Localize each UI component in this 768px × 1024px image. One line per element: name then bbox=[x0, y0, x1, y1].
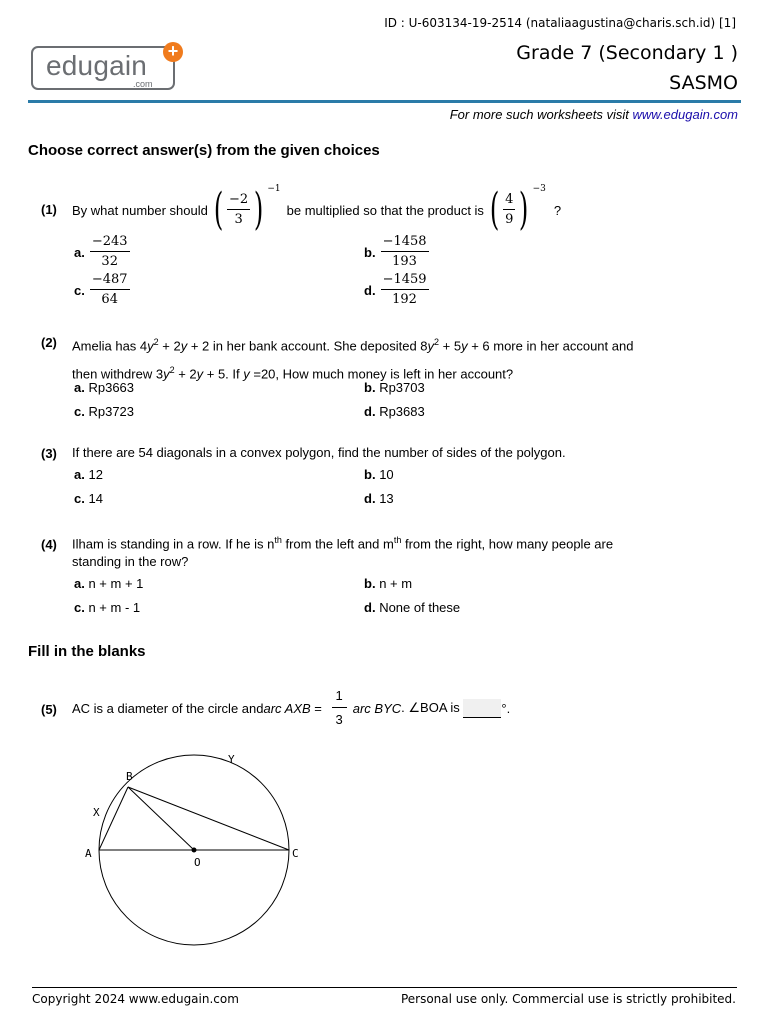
q4-line-2: standing in the row? bbox=[72, 554, 189, 570]
q2-line-1: Amelia has $4y^2 + 2y + 2$ in her bank account. She deposited $8y^2 + 5y + 6$ more in her account and bbox=[72, 337, 634, 354]
label-x: X bbox=[93, 806, 100, 819]
q4-option-b[interactable]: b. n + m bbox=[364, 576, 413, 591]
q3-option-a[interactable]: a. 12 bbox=[74, 467, 103, 482]
worksheet-id: ID : U-603134-19-2514 (nataliaagustina@charis.sch.id) [1] bbox=[384, 16, 736, 30]
section-heading-choose: Choose correct answer(s) from the given choices bbox=[28, 142, 380, 159]
chord-ab bbox=[99, 787, 128, 850]
subject-title: SASMO bbox=[669, 72, 738, 94]
q3-option-c[interactable]: c. 14 bbox=[74, 491, 103, 506]
q4-option-d[interactable]: d. None of these bbox=[364, 600, 461, 615]
grade-title: Grade 7 (Secondary 1 ) bbox=[516, 42, 738, 64]
q1-number: (1) bbox=[41, 202, 57, 217]
edugain-link[interactable]: www.edugain.com bbox=[632, 107, 738, 122]
radius-ob bbox=[128, 787, 194, 850]
q1-text-a: By what number should bbox=[72, 202, 208, 218]
q2-option-b[interactable]: b. Rp3703 bbox=[364, 380, 425, 395]
more-prefix: For more such worksheets visit bbox=[449, 107, 633, 122]
label-c: C bbox=[292, 847, 299, 860]
logo-text: edugain bbox=[46, 50, 148, 81]
q3-number: (3) bbox=[41, 446, 57, 461]
q3-option-b[interactable]: b. 10 bbox=[364, 467, 394, 482]
more-worksheets bbox=[450, 107, 738, 122]
center-point bbox=[192, 848, 197, 853]
q2-option-d[interactable]: d. Rp3683 bbox=[364, 404, 425, 419]
q4-number: (4) bbox=[41, 537, 57, 552]
q4-line-1: Ilham is standing in a row. If he is $n^{th}$ from the left and $m^{th}$ from the right, how many people are bbox=[72, 535, 614, 552]
label-y: Y bbox=[228, 753, 235, 766]
q1-text-b: be multiplied so that the product is bbox=[286, 202, 484, 218]
q1-text-c: ? bbox=[553, 202, 562, 218]
q5-number: (5) bbox=[41, 702, 57, 717]
q4-option-a[interactable]: a. n + m + 1 bbox=[74, 576, 144, 591]
q5-text: AC is a diameter of the circle and arc AXB = $\frac{1}{3}$ arc BYC . ∠BOA is °. bbox=[72, 688, 511, 727]
section-heading-fill: Fill in the blanks bbox=[28, 643, 146, 660]
label-a: A bbox=[85, 847, 92, 860]
q2-line-2: then withdrew $3y^2 + 2y + 5$. If y =20, How much money is left in her account? bbox=[72, 365, 514, 382]
q1-option-b[interactable]: b. $\frac{-1458}{193}$ bbox=[364, 234, 427, 269]
q1-fraction-2: $\frac{4}{9}$ bbox=[505, 192, 514, 227]
circle-diagram bbox=[80, 745, 310, 950]
q1-exponent-2: −3 bbox=[532, 184, 546, 194]
chord-bc bbox=[128, 787, 289, 850]
q3-option-d[interactable]: d. 13 bbox=[364, 491, 394, 506]
q5-answer-blank[interactable] bbox=[463, 699, 501, 718]
q4-option-c[interactable]: c. n + m - 1 bbox=[74, 600, 141, 615]
header-rule bbox=[28, 100, 741, 103]
footer-rule bbox=[32, 987, 737, 988]
q1-fraction-1: $\frac{-2}{3}$ bbox=[229, 192, 249, 227]
q1-exponent-1: −1 bbox=[267, 184, 281, 194]
q1-option-c[interactable]: c. $\frac{-487}{64}$ bbox=[74, 272, 128, 307]
q2-option-c[interactable]: c. Rp3723 bbox=[74, 404, 135, 419]
q2-option-a[interactable]: a. Rp3663 bbox=[74, 380, 135, 395]
q2-text bbox=[72, 330, 633, 387]
logo-plus-icon: + bbox=[163, 42, 183, 62]
label-b: B bbox=[126, 770, 133, 783]
q4-text bbox=[72, 531, 613, 571]
label-o: O bbox=[194, 856, 201, 869]
q5-fraction: $\frac{1}{3}$ bbox=[332, 687, 347, 729]
q1-text: By what number should ( $\frac{-2}{3}$ ) −1 be multiplied so that the product is ( $\frac{4}{9}$ ) −3 ? bbox=[72, 184, 562, 235]
q2-number: (2) bbox=[41, 335, 57, 350]
q1-option-d[interactable]: d. $\frac{-1459}{192}$ bbox=[364, 272, 427, 307]
logo-com: .com bbox=[133, 79, 153, 89]
q3-text: If there are 54 diagonals in a convex polygon, find the number of sides of the polygon. bbox=[72, 445, 566, 460]
footer-copyright: Copyright 2024 www.edugain.com bbox=[32, 992, 239, 1006]
footer-notice: Personal use only. Commercial use is strictly prohibited. bbox=[400, 992, 736, 1006]
q1-option-a[interactable]: a. $\frac{-243}{32}$ bbox=[74, 234, 128, 269]
